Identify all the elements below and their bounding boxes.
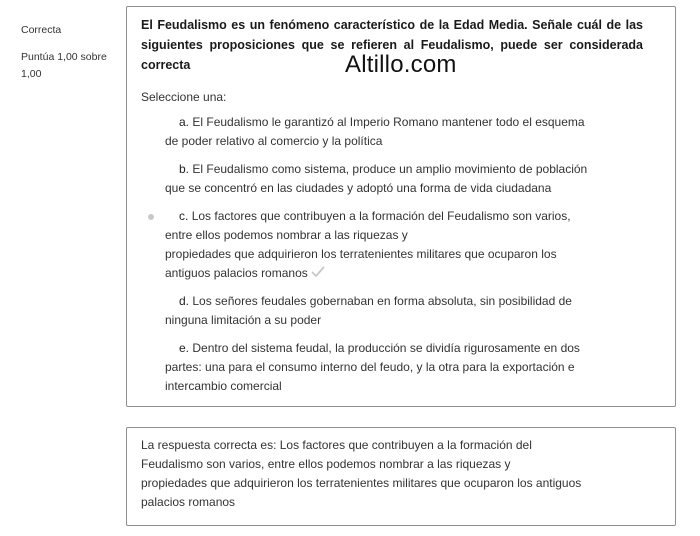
option-line: de poder relativo al comercio y la política (165, 134, 383, 148)
option-text: Los señores feudales gobernaban en forma absoluta, sin posibilidad de (192, 294, 572, 308)
question-grade: Puntúa 1,00 sobre 1,00 (21, 51, 107, 80)
option-line: partes: una para el consumo interno del feudo, y la otra para la exportación e (165, 360, 575, 374)
feedback-line: La respuesta correcta es: Los factores que contribuyen a la formación del (141, 438, 532, 452)
option-text: antiguos palacios romanos (165, 266, 308, 280)
option-d[interactable] (141, 292, 645, 330)
option-letter: d. (179, 294, 190, 308)
watermark-text: Altillo.com (345, 51, 457, 78)
option-line (165, 339, 645, 358)
option-b[interactable] (141, 160, 645, 198)
feedback-line: palacios romanos (141, 495, 236, 509)
option-letter: e. (179, 341, 190, 355)
option-e[interactable] (141, 339, 645, 396)
answer-prompt: Seleccione una: (141, 90, 227, 104)
question-info (21, 22, 119, 83)
question-text: El Feudalismo es un fenómeno característico de la Edad Media. Señale cuál de las siguientes proposiciones que se refieren al Feudalismo, puede ser considerada correcta (141, 18, 643, 72)
check-icon (311, 266, 325, 278)
option-line: intercambio comercial (165, 379, 282, 393)
selected-radio-icon[interactable] (148, 214, 154, 220)
feedback-line: propiedades que adquirieron los terratenientes militares que ocuparon los antiguos (141, 476, 582, 490)
option-line: propiedades que adquirieron los terratenientes militares que ocuparon los (165, 247, 557, 261)
option-line (165, 160, 645, 179)
option-text: Dentro del sistema feudal, la producción se dividía rigurosamente en dos (192, 341, 580, 355)
option-line (165, 113, 645, 132)
feedback-line: Feudalismo son varios, entre ellos podemos nombrar a las riquezas y (141, 457, 511, 471)
option-line (165, 207, 645, 226)
feedback-box (126, 427, 676, 526)
option-c[interactable] (141, 207, 645, 283)
option-line: entre ellos podemos nombrar a las riquezas y (165, 228, 408, 242)
option-line (165, 292, 645, 311)
option-letter: b. (179, 162, 190, 176)
option-letter: c. (179, 209, 189, 223)
option-letter: a. (179, 115, 190, 129)
answer-options (141, 113, 661, 396)
question-state: Correcta (21, 24, 62, 36)
option-line: ninguna limitación a su poder (165, 313, 322, 327)
option-line: que se concentró en las ciudades y adoptó una forma de vida ciudadana (165, 181, 552, 195)
option-text: El Feudalismo le garantizó al Imperio Romano mantener todo el esquema (192, 115, 585, 129)
option-line (165, 264, 645, 283)
option-a[interactable] (141, 113, 645, 151)
option-text: El Feudalismo como sistema, produce un amplio movimiento de población (192, 162, 588, 176)
option-text: Los factores que contribuyen a la formación del Feudalismo son varios, (191, 209, 571, 223)
